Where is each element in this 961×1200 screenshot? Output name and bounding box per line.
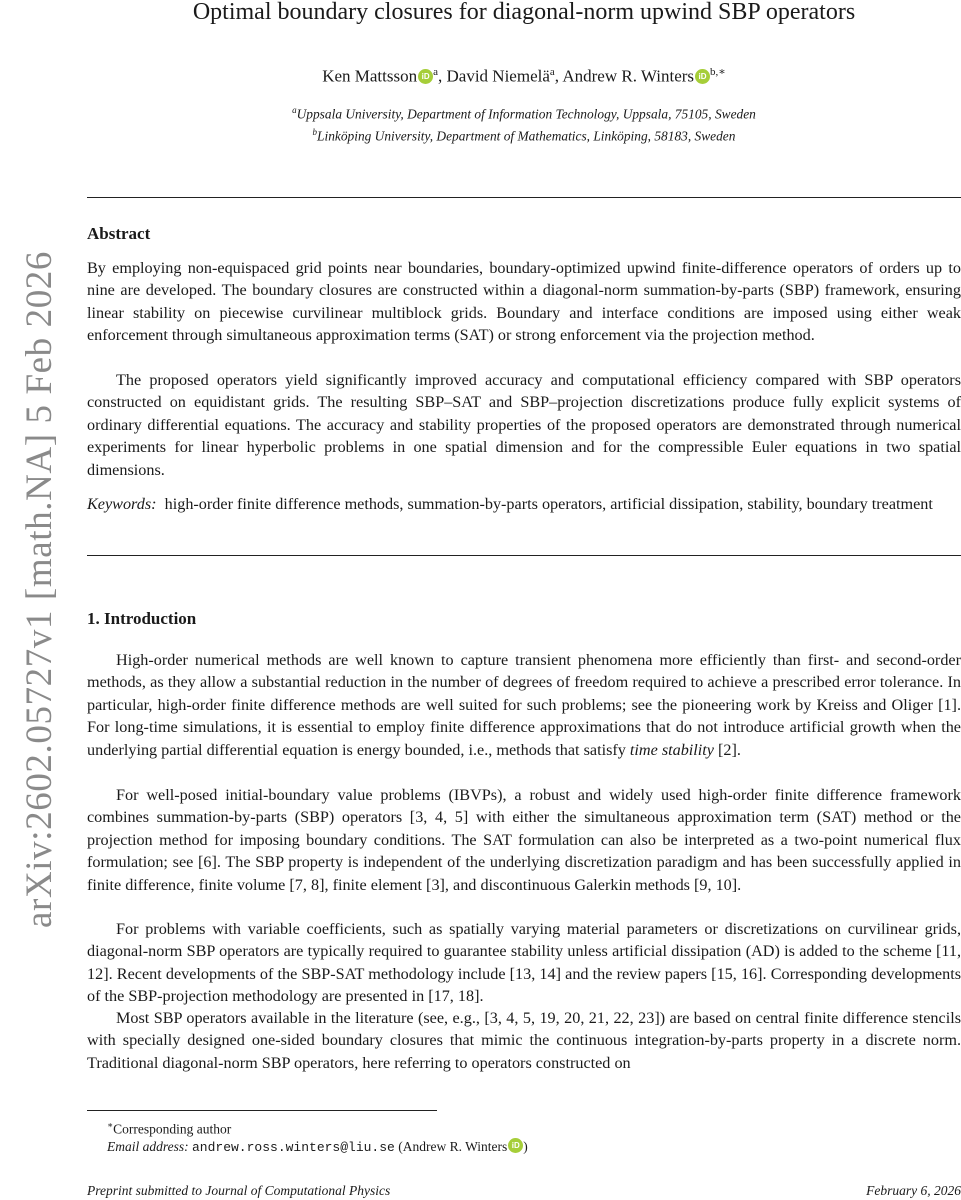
affiliation-a <box>87 101 961 123</box>
affiliations <box>87 101 961 146</box>
intro-paragraph-4: Most SBP operators available in the literature (see, e.g., [3, 4, 5, 19, 20, 21, 22, 23]) are based on central finite difference stencils with specially designed one-sided boundary closures that mimic the continuous integration-by-parts property in a discrete norm. Traditional diagonal-norm SBP operators, here referring to operators constructed on <box>87 1009 961 1072</box>
author-name: Andrew R. Winters <box>562 66 695 86</box>
keywords <box>87 493 961 515</box>
orcid-icon[interactable]: iD <box>508 1138 523 1153</box>
footer-journal: Preprint submitted to Journal of Computational Physics <box>87 1183 391 1198</box>
author-affil-mark: a <box>549 66 555 78</box>
intro-p1-text: High-order numerical methods are well known to capture transient phenomena more efficiently than first- and second-order methods, as they allow a substantial reduction in the number of degrees of freedom required to achieve a prescribed error tolerance. In particular, high-order finite difference methods are well suited for such problems; see the pioneering work by Kreiss and Oliger [1]. For long-time simulations, it is essential to employ finite difference approximations that do not introduce artificial growth when the underlying partial differential equation is energy bounded, i.e., methods that satisfy <box>87 651 961 759</box>
orcid-icon[interactable]: iD <box>418 69 433 84</box>
abstract-paragraph-2: The proposed operators yield significantly improved accuracy and computational efficiency compared with SBP operators constructed on equidistant grids. The resulting SBP–SAT and SBP–projection discretizations produce fully explicit systems of ordinary differential equations. The accuracy and stability properties of the proposed operators are demonstrated through numerical experiments for linear hyperbolic problems in one spatial dimension and for the compressible Euler equations in two spatial dimensions. <box>87 371 961 479</box>
author-name: Ken Mattsson <box>322 66 418 86</box>
email-close: ) <box>523 1139 528 1154</box>
abstract-heading: Abstract <box>87 224 151 243</box>
affiliation-text: Uppsala University, Department of Information Technology, Uppsala, 75105, Sweden <box>296 106 756 122</box>
author-affil-mark: a <box>433 66 439 78</box>
keywords-label: Keywords: <box>87 495 157 513</box>
affiliation-mark: a <box>292 105 297 115</box>
affiliation-mark: b <box>312 127 318 138</box>
intro-paragraph-2: For well-posed initial-boundary value problems (IBVPs), a robust and widely used high-order finite difference framework combines summation-by-parts (SBP) operators [3, 4, 5] with either the simultaneous approximation term (SAT) method or the projection method for imposing boundary conditions. The SAT formulation can also be interpreted as a two-point numerical flux formulation; see [6]. The SBP property is independent of the underlying discretization paradigm and has been successfully applied in finite difference, finite volume [7, 8], finite element [3], and discontinuous Galerkin methods [9, 10]. <box>87 786 961 894</box>
intro-p1-end: [2]. <box>713 740 741 759</box>
keywords-text: high-order finite difference methods, summation-by-parts operators, artificial dissipation, stability, boundary treatment <box>164 495 933 513</box>
top-divider <box>87 197 961 198</box>
orcid-icon[interactable]: iD <box>695 69 710 84</box>
arxiv-identifier: arXiv:2602.05727v1 [math.NA] 5 Feb 2026 <box>19 251 60 928</box>
affiliation-text: Linköping University, Department of Mathematics, Linköping, 58183, Sweden <box>317 128 736 144</box>
email-link[interactable]: andrew.ross.winters@liu.se <box>192 1140 395 1155</box>
paper-title: Optimal boundary closures for diagonal-norm upwind SBP operators <box>192 0 856 25</box>
abstract-paragraph-1: By employing non-equispaced grid points near boundaries, boundary-optimized upwind finite-difference operators of orders up to nine are developed. The boundary closures are constructed within a diagonal-norm summation-by-parts (SBP) framework, ensuring linear stability on piecewise curvilinear multiblock grids. Boundary and interface conditions are imposed using either weak enforcement through simultaneous approximation terms (SAT) or strong enforcement via the projection method. <box>87 259 961 345</box>
email-author: (Andrew R. Winters <box>398 1139 508 1154</box>
footnote-email <box>107 1138 528 1157</box>
author-name: David Niemelä <box>446 66 550 86</box>
affiliation-b <box>87 123 961 145</box>
section-heading-introduction: 1. Introduction <box>87 609 197 628</box>
intro-paragraph-3: For problems with variable coefficients, such as spatially varying material parameters or discretizations on curvilinear grids, diagonal-norm SBP operators are typically required to guarantee stability unless artificial dissipation (AD) is added to the scheme [11, 12]. Recent developments of the SBP-SAT methodology include [13, 14] and the review papers [15, 16]. Corresponding developments of the SBP-projection methodology are presented in [17, 18]. <box>87 920 961 1006</box>
intro-p1-emphasis: time stability <box>629 740 714 759</box>
abstract-divider <box>87 555 961 556</box>
email-label: Email address: <box>107 1139 189 1154</box>
footnote-divider <box>87 1110 437 1111</box>
footnote-text: Corresponding author <box>113 1121 232 1137</box>
author-list: Ken Mattsson iD $^a$, David Niemelä$^a$, Andrew R. Winters iD $^{b,∗}$ <box>322 66 726 86</box>
footnote-mark: ∗ <box>107 1120 114 1130</box>
arxiv-sidebar <box>0 238 60 948</box>
footnote-corresponding <box>107 1116 231 1139</box>
footer-date: February 6, 2026 <box>866 1183 961 1198</box>
author-affil-mark: b,∗ <box>710 66 726 78</box>
intro-paragraph-1 <box>87 649 961 761</box>
